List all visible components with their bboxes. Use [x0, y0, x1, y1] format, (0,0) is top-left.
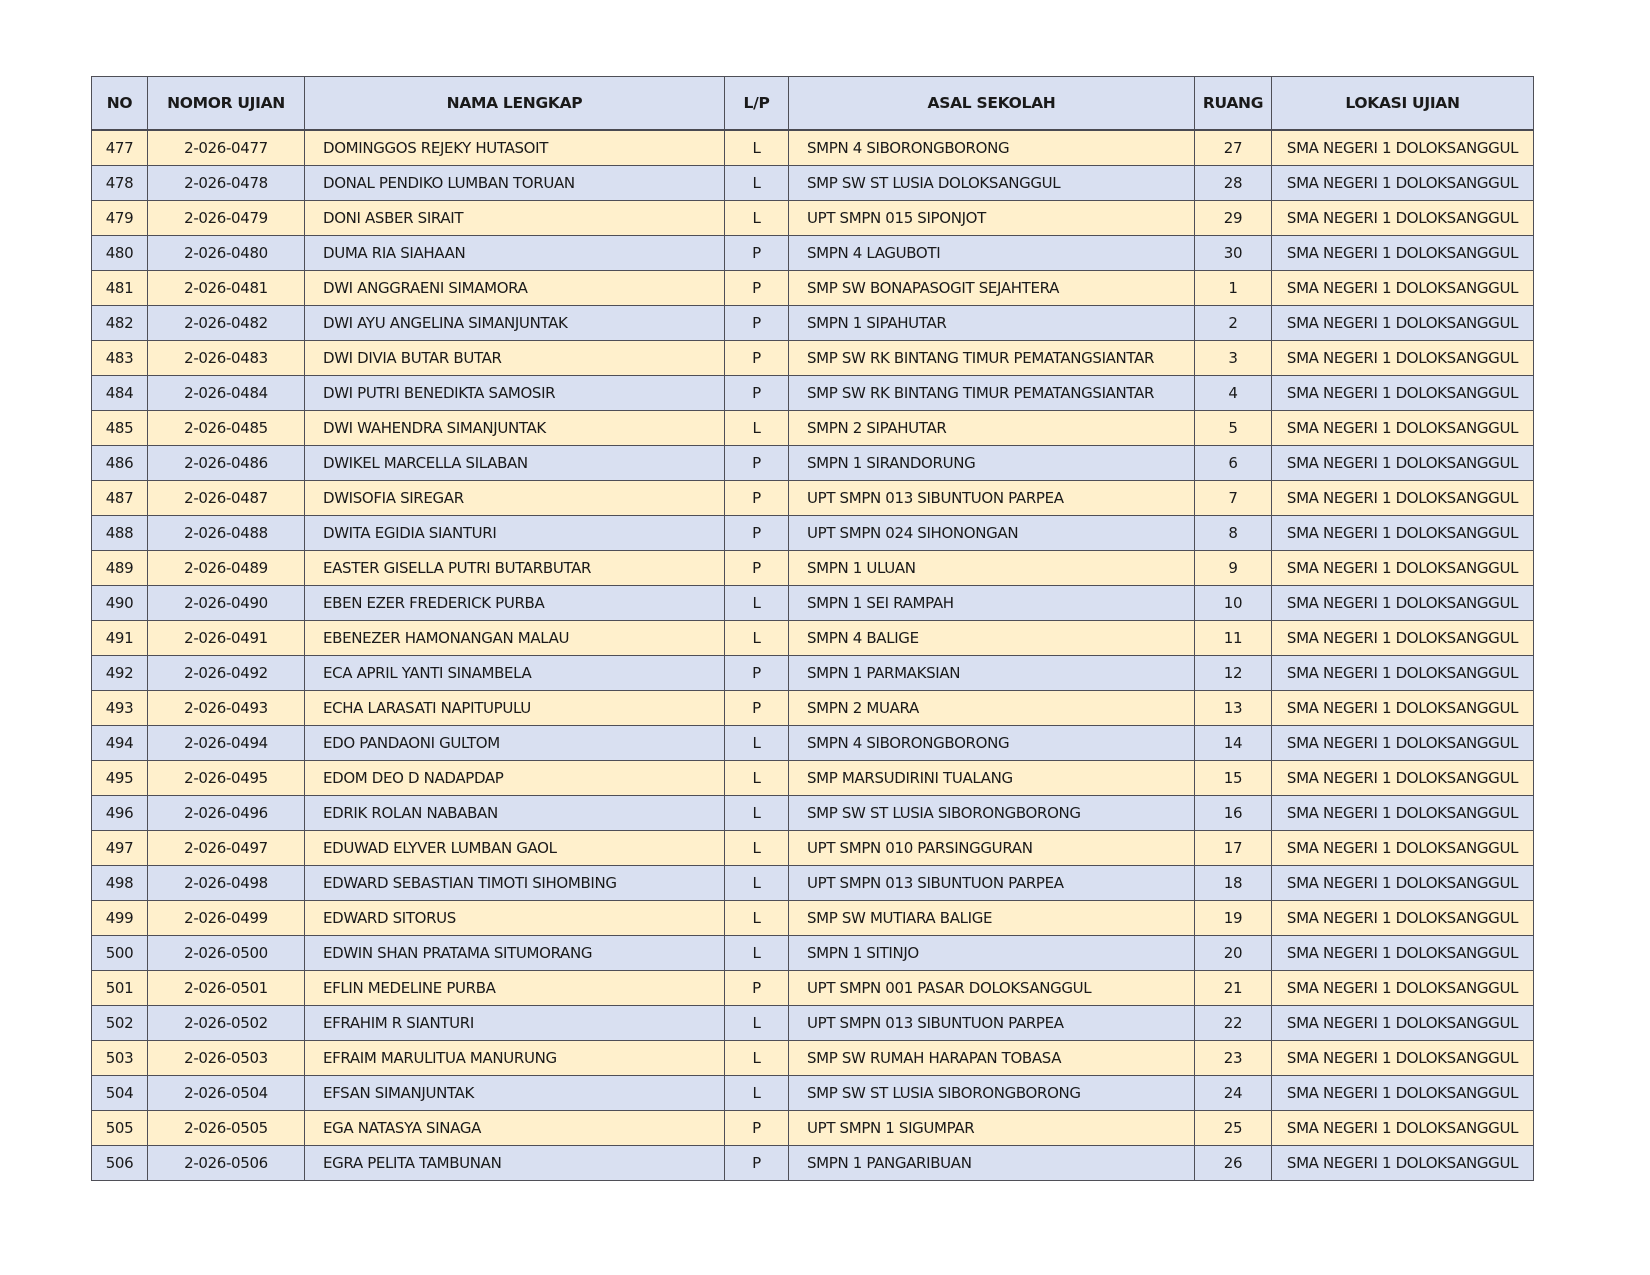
- cell-lokasi-ujian: SMA NEGERI 1 DOLOKSANGGUL: [1272, 341, 1534, 376]
- cell-asal-sekolah: SMPN 4 SIBORONGBORONG: [789, 726, 1195, 761]
- cell-asal-sekolah: SMP SW RK BINTANG TIMUR PEMATANGSIANTAR: [789, 341, 1195, 376]
- cell-asal-sekolah: SMPN 1 PANGARIBUAN: [789, 1146, 1195, 1181]
- table-row: [92, 516, 1534, 551]
- table-row: [92, 271, 1534, 306]
- cell-lp: P: [725, 446, 789, 481]
- cell-lokasi-ujian: SMA NEGERI 1 DOLOKSANGGUL: [1272, 236, 1534, 271]
- cell-asal-sekolah: UPT SMPN 013 SIBUNTUON PARPEA: [789, 866, 1195, 901]
- cell-no: 487: [92, 481, 148, 516]
- cell-lokasi-ujian: SMA NEGERI 1 DOLOKSANGGUL: [1272, 166, 1534, 201]
- cell-lp: L: [725, 761, 789, 796]
- cell-ruang: 13: [1195, 691, 1272, 726]
- cell-no: 498: [92, 866, 148, 901]
- cell-nomor-ujian: 2-026-0494: [148, 726, 305, 761]
- table-row: [92, 481, 1534, 516]
- cell-lp: L: [725, 936, 789, 971]
- table-row: [92, 621, 1534, 656]
- cell-nama-lengkap: DONI ASBER SIRAIT: [305, 201, 725, 236]
- cell-nomor-ujian: 2-026-0481: [148, 271, 305, 306]
- cell-nomor-ujian: 2-026-0503: [148, 1041, 305, 1076]
- cell-lp: P: [725, 516, 789, 551]
- cell-lp: L: [725, 1076, 789, 1111]
- cell-nomor-ujian: 2-026-0486: [148, 446, 305, 481]
- cell-nomor-ujian: 2-026-0484: [148, 376, 305, 411]
- cell-lokasi-ujian: SMA NEGERI 1 DOLOKSANGGUL: [1272, 1111, 1534, 1146]
- cell-lokasi-ujian: SMA NEGERI 1 DOLOKSANGGUL: [1272, 1006, 1534, 1041]
- header-asal-sekolah: ASAL SEKOLAH: [789, 77, 1195, 131]
- cell-no: 497: [92, 831, 148, 866]
- cell-nomor-ujian: 2-026-0498: [148, 866, 305, 901]
- cell-no: 503: [92, 1041, 148, 1076]
- cell-ruang: 6: [1195, 446, 1272, 481]
- cell-nama-lengkap: EDRIK ROLAN NABABAN: [305, 796, 725, 831]
- header-nama-lengkap: NAMA LENGKAP: [305, 77, 725, 131]
- cell-ruang: 12: [1195, 656, 1272, 691]
- cell-lokasi-ujian: SMA NEGERI 1 DOLOKSANGGUL: [1272, 306, 1534, 341]
- cell-lokasi-ujian: SMA NEGERI 1 DOLOKSANGGUL: [1272, 446, 1534, 481]
- cell-ruang: 15: [1195, 761, 1272, 796]
- table-row: [92, 866, 1534, 901]
- cell-lp: L: [725, 796, 789, 831]
- cell-nomor-ujian: 2-026-0489: [148, 551, 305, 586]
- cell-lp: L: [725, 901, 789, 936]
- cell-ruang: 9: [1195, 551, 1272, 586]
- cell-lokasi-ujian: SMA NEGERI 1 DOLOKSANGGUL: [1272, 1146, 1534, 1181]
- participant-list-sheet: [91, 76, 1533, 1181]
- cell-lp: L: [725, 166, 789, 201]
- cell-asal-sekolah: UPT SMPN 1 SIGUMPAR: [789, 1111, 1195, 1146]
- cell-lokasi-ujian: SMA NEGERI 1 DOLOKSANGGUL: [1272, 130, 1534, 166]
- cell-ruang: 18: [1195, 866, 1272, 901]
- cell-nama-lengkap: EDWIN SHAN PRATAMA SITUMORANG: [305, 936, 725, 971]
- cell-nomor-ujian: 2-026-0501: [148, 971, 305, 1006]
- table-row: [92, 1111, 1534, 1146]
- cell-nama-lengkap: EGRA PELITA TAMBUNAN: [305, 1146, 725, 1181]
- table-header: [92, 77, 1534, 131]
- cell-no: 477: [92, 130, 148, 166]
- cell-nama-lengkap: EGA NATASYA SINAGA: [305, 1111, 725, 1146]
- header-no: NO: [92, 77, 148, 131]
- cell-ruang: 11: [1195, 621, 1272, 656]
- cell-lp: L: [725, 726, 789, 761]
- cell-lp: P: [725, 1146, 789, 1181]
- table-row: [92, 411, 1534, 446]
- cell-asal-sekolah: SMP SW BONAPASOGIT SEJAHTERA: [789, 271, 1195, 306]
- cell-lokasi-ujian: SMA NEGERI 1 DOLOKSANGGUL: [1272, 586, 1534, 621]
- cell-no: 506: [92, 1146, 148, 1181]
- cell-nomor-ujian: 2-026-0497: [148, 831, 305, 866]
- cell-lp: L: [725, 1006, 789, 1041]
- table-row: [92, 586, 1534, 621]
- cell-asal-sekolah: SMP SW ST LUSIA SIBORONGBORONG: [789, 796, 1195, 831]
- cell-asal-sekolah: UPT SMPN 013 SIBUNTUON PARPEA: [789, 1006, 1195, 1041]
- cell-lp: L: [725, 201, 789, 236]
- cell-no: 492: [92, 656, 148, 691]
- table-row: [92, 446, 1534, 481]
- cell-asal-sekolah: UPT SMPN 013 SIBUNTUON PARPEA: [789, 481, 1195, 516]
- cell-lokasi-ujian: SMA NEGERI 1 DOLOKSANGGUL: [1272, 971, 1534, 1006]
- cell-lokasi-ujian: SMA NEGERI 1 DOLOKSANGGUL: [1272, 481, 1534, 516]
- participant-table: [91, 76, 1534, 1181]
- cell-lp: P: [725, 1111, 789, 1146]
- cell-ruang: 28: [1195, 166, 1272, 201]
- cell-ruang: 19: [1195, 901, 1272, 936]
- cell-no: 490: [92, 586, 148, 621]
- cell-asal-sekolah: SMPN 1 PARMAKSIAN: [789, 656, 1195, 691]
- table-row: [92, 1041, 1534, 1076]
- table-row: [92, 901, 1534, 936]
- cell-no: 481: [92, 271, 148, 306]
- cell-asal-sekolah: SMP SW MUTIARA BALIGE: [789, 901, 1195, 936]
- cell-lp: L: [725, 621, 789, 656]
- table-row: [92, 691, 1534, 726]
- cell-asal-sekolah: UPT SMPN 010 PARSINGGURAN: [789, 831, 1195, 866]
- cell-ruang: 26: [1195, 1146, 1272, 1181]
- cell-no: 502: [92, 1006, 148, 1041]
- cell-nama-lengkap: EFRAIM MARULITUA MANURUNG: [305, 1041, 725, 1076]
- table-row: [92, 1146, 1534, 1181]
- cell-no: 494: [92, 726, 148, 761]
- cell-asal-sekolah: SMPN 1 ULUAN: [789, 551, 1195, 586]
- cell-lokasi-ujian: SMA NEGERI 1 DOLOKSANGGUL: [1272, 1076, 1534, 1111]
- cell-nama-lengkap: ECA APRIL YANTI SINAMBELA: [305, 656, 725, 691]
- table-row: [92, 1006, 1534, 1041]
- cell-ruang: 20: [1195, 936, 1272, 971]
- table-row: [92, 796, 1534, 831]
- header-ruang: RUANG: [1195, 77, 1272, 131]
- cell-ruang: 27: [1195, 130, 1272, 166]
- cell-nama-lengkap: DWI ANGGRAENI SIMAMORA: [305, 271, 725, 306]
- table-row: [92, 306, 1534, 341]
- cell-nama-lengkap: EDOM DEO D NADAPDAP: [305, 761, 725, 796]
- cell-ruang: 10: [1195, 586, 1272, 621]
- cell-lokasi-ujian: SMA NEGERI 1 DOLOKSANGGUL: [1272, 691, 1534, 726]
- cell-no: 499: [92, 901, 148, 936]
- cell-nomor-ujian: 2-026-0482: [148, 306, 305, 341]
- cell-no: 489: [92, 551, 148, 586]
- cell-lp: P: [725, 691, 789, 726]
- header-lokasi-ujian: LOKASI UJIAN: [1272, 77, 1534, 131]
- cell-no: 496: [92, 796, 148, 831]
- cell-nama-lengkap: EFLIN MEDELINE PURBA: [305, 971, 725, 1006]
- cell-nama-lengkap: DONAL PENDIKO LUMBAN TORUAN: [305, 166, 725, 201]
- cell-lokasi-ujian: SMA NEGERI 1 DOLOKSANGGUL: [1272, 551, 1534, 586]
- table-body: [92, 130, 1534, 1181]
- cell-ruang: 14: [1195, 726, 1272, 761]
- cell-no: 486: [92, 446, 148, 481]
- cell-no: 505: [92, 1111, 148, 1146]
- cell-nama-lengkap: EFSAN SIMANJUNTAK: [305, 1076, 725, 1111]
- cell-lp: P: [725, 551, 789, 586]
- cell-nomor-ujian: 2-026-0495: [148, 761, 305, 796]
- cell-nomor-ujian: 2-026-0485: [148, 411, 305, 446]
- cell-lp: P: [725, 481, 789, 516]
- cell-lokasi-ujian: SMA NEGERI 1 DOLOKSANGGUL: [1272, 761, 1534, 796]
- cell-lokasi-ujian: SMA NEGERI 1 DOLOKSANGGUL: [1272, 271, 1534, 306]
- cell-nama-lengkap: DWI DIVIA BUTAR BUTAR: [305, 341, 725, 376]
- cell-ruang: 29: [1195, 201, 1272, 236]
- cell-lokasi-ujian: SMA NEGERI 1 DOLOKSANGGUL: [1272, 411, 1534, 446]
- cell-lokasi-ujian: SMA NEGERI 1 DOLOKSANGGUL: [1272, 901, 1534, 936]
- cell-lp: L: [725, 411, 789, 446]
- table-row: [92, 130, 1534, 166]
- cell-no: 484: [92, 376, 148, 411]
- cell-ruang: 21: [1195, 971, 1272, 1006]
- cell-ruang: 17: [1195, 831, 1272, 866]
- cell-lokasi-ujian: SMA NEGERI 1 DOLOKSANGGUL: [1272, 726, 1534, 761]
- cell-nama-lengkap: EDWARD SITORUS: [305, 901, 725, 936]
- cell-nomor-ujian: 2-026-0506: [148, 1146, 305, 1181]
- cell-nama-lengkap: EDUWAD ELYVER LUMBAN GAOL: [305, 831, 725, 866]
- cell-no: 495: [92, 761, 148, 796]
- cell-nama-lengkap: DWITA EGIDIA SIANTURI: [305, 516, 725, 551]
- cell-lokasi-ujian: SMA NEGERI 1 DOLOKSANGGUL: [1272, 621, 1534, 656]
- cell-ruang: 16: [1195, 796, 1272, 831]
- cell-asal-sekolah: SMP MARSUDIRINI TUALANG: [789, 761, 1195, 796]
- cell-ruang: 4: [1195, 376, 1272, 411]
- cell-nomor-ujian: 2-026-0500: [148, 936, 305, 971]
- cell-asal-sekolah: SMP SW RUMAH HARAPAN TOBASA: [789, 1041, 1195, 1076]
- cell-lokasi-ujian: SMA NEGERI 1 DOLOKSANGGUL: [1272, 866, 1534, 901]
- cell-no: 500: [92, 936, 148, 971]
- header-row: [92, 77, 1534, 131]
- cell-ruang: 1: [1195, 271, 1272, 306]
- cell-asal-sekolah: SMP SW ST LUSIA DOLOKSANGGUL: [789, 166, 1195, 201]
- cell-no: 488: [92, 516, 148, 551]
- cell-ruang: 5: [1195, 411, 1272, 446]
- cell-no: 491: [92, 621, 148, 656]
- cell-asal-sekolah: SMPN 2 SIPAHUTAR: [789, 411, 1195, 446]
- cell-nama-lengkap: EASTER GISELLA PUTRI BUTARBUTAR: [305, 551, 725, 586]
- cell-lokasi-ujian: SMA NEGERI 1 DOLOKSANGGUL: [1272, 796, 1534, 831]
- cell-nama-lengkap: DWIKEL MARCELLA SILABAN: [305, 446, 725, 481]
- cell-asal-sekolah: UPT SMPN 015 SIPONJOT: [789, 201, 1195, 236]
- cell-nomor-ujian: 2-026-0477: [148, 130, 305, 166]
- cell-asal-sekolah: SMPN 4 SIBORONGBORONG: [789, 130, 1195, 166]
- table-row: [92, 831, 1534, 866]
- cell-nomor-ujian: 2-026-0488: [148, 516, 305, 551]
- table-row: [92, 551, 1534, 586]
- cell-asal-sekolah: SMPN 1 SIRANDORUNG: [789, 446, 1195, 481]
- cell-nama-lengkap: DWI WAHENDRA SIMANJUNTAK: [305, 411, 725, 446]
- cell-nama-lengkap: DWI AYU ANGELINA SIMANJUNTAK: [305, 306, 725, 341]
- table-row: [92, 376, 1534, 411]
- cell-lokasi-ujian: SMA NEGERI 1 DOLOKSANGGUL: [1272, 201, 1534, 236]
- cell-lp: L: [725, 831, 789, 866]
- cell-lp: L: [725, 586, 789, 621]
- cell-lokasi-ujian: SMA NEGERI 1 DOLOKSANGGUL: [1272, 936, 1534, 971]
- cell-nama-lengkap: EBEN EZER FREDERICK PURBA: [305, 586, 725, 621]
- cell-nama-lengkap: DWI PUTRI BENEDIKTA SAMOSIR: [305, 376, 725, 411]
- cell-no: 482: [92, 306, 148, 341]
- table-row: [92, 166, 1534, 201]
- cell-lp: P: [725, 341, 789, 376]
- cell-lp: L: [725, 866, 789, 901]
- table-row: [92, 936, 1534, 971]
- cell-ruang: 7: [1195, 481, 1272, 516]
- cell-no: 504: [92, 1076, 148, 1111]
- cell-nomor-ujian: 2-026-0487: [148, 481, 305, 516]
- table-row: [92, 726, 1534, 761]
- cell-nomor-ujian: 2-026-0479: [148, 201, 305, 236]
- table-row: [92, 236, 1534, 271]
- cell-nomor-ujian: 2-026-0493: [148, 691, 305, 726]
- cell-lp: P: [725, 236, 789, 271]
- cell-asal-sekolah: SMPN 1 SEI RAMPAH: [789, 586, 1195, 621]
- table-row: [92, 761, 1534, 796]
- cell-nomor-ujian: 2-026-0499: [148, 901, 305, 936]
- cell-no: 478: [92, 166, 148, 201]
- header-lp: L/P: [725, 77, 789, 131]
- cell-nama-lengkap: ECHA LARASATI NAPITUPULU: [305, 691, 725, 726]
- cell-nomor-ujian: 2-026-0480: [148, 236, 305, 271]
- cell-no: 479: [92, 201, 148, 236]
- table-row: [92, 201, 1534, 236]
- table-row: [92, 1076, 1534, 1111]
- cell-nama-lengkap: DOMINGGOS REJEKY HUTASOIT: [305, 130, 725, 166]
- cell-nomor-ujian: 2-026-0478: [148, 166, 305, 201]
- table-row: [92, 971, 1534, 1006]
- cell-asal-sekolah: UPT SMPN 024 SIHONONGAN: [789, 516, 1195, 551]
- cell-ruang: 24: [1195, 1076, 1272, 1111]
- cell-no: 501: [92, 971, 148, 1006]
- header-nomor-ujian: NOMOR UJIAN: [148, 77, 305, 131]
- cell-ruang: 3: [1195, 341, 1272, 376]
- cell-lp: L: [725, 1041, 789, 1076]
- cell-nama-lengkap: EBENEZER HAMONANGAN MALAU: [305, 621, 725, 656]
- cell-ruang: 25: [1195, 1111, 1272, 1146]
- cell-ruang: 23: [1195, 1041, 1272, 1076]
- cell-lp: P: [725, 376, 789, 411]
- cell-lp: P: [725, 271, 789, 306]
- cell-nama-lengkap: EFRAHIM R SIANTURI: [305, 1006, 725, 1041]
- cell-nomor-ujian: 2-026-0491: [148, 621, 305, 656]
- cell-lp: P: [725, 971, 789, 1006]
- cell-nama-lengkap: DUMA RIA SIAHAAN: [305, 236, 725, 271]
- cell-nama-lengkap: DWISOFIA SIREGAR: [305, 481, 725, 516]
- cell-no: 485: [92, 411, 148, 446]
- cell-asal-sekolah: SMP SW RK BINTANG TIMUR PEMATANGSIANTAR: [789, 376, 1195, 411]
- cell-nama-lengkap: EDWARD SEBASTIAN TIMOTI SIHOMBING: [305, 866, 725, 901]
- cell-asal-sekolah: SMPN 4 BALIGE: [789, 621, 1195, 656]
- cell-lokasi-ujian: SMA NEGERI 1 DOLOKSANGGUL: [1272, 376, 1534, 411]
- cell-nomor-ujian: 2-026-0502: [148, 1006, 305, 1041]
- cell-nomor-ujian: 2-026-0492: [148, 656, 305, 691]
- cell-ruang: 2: [1195, 306, 1272, 341]
- cell-ruang: 30: [1195, 236, 1272, 271]
- cell-lokasi-ujian: SMA NEGERI 1 DOLOKSANGGUL: [1272, 516, 1534, 551]
- cell-asal-sekolah: UPT SMPN 001 PASAR DOLOKSANGGUL: [789, 971, 1195, 1006]
- cell-nomor-ujian: 2-026-0490: [148, 586, 305, 621]
- cell-nomor-ujian: 2-026-0504: [148, 1076, 305, 1111]
- cell-asal-sekolah: SMPN 2 MUARA: [789, 691, 1195, 726]
- cell-lp: P: [725, 306, 789, 341]
- cell-lp: P: [725, 656, 789, 691]
- cell-asal-sekolah: SMPN 4 LAGUBOTI: [789, 236, 1195, 271]
- cell-asal-sekolah: SMPN 1 SIPAHUTAR: [789, 306, 1195, 341]
- cell-ruang: 22: [1195, 1006, 1272, 1041]
- cell-lp: L: [725, 130, 789, 166]
- cell-lokasi-ujian: SMA NEGERI 1 DOLOKSANGGUL: [1272, 1041, 1534, 1076]
- cell-no: 480: [92, 236, 148, 271]
- table-row: [92, 341, 1534, 376]
- cell-lokasi-ujian: SMA NEGERI 1 DOLOKSANGGUL: [1272, 656, 1534, 691]
- cell-no: 493: [92, 691, 148, 726]
- table-row: [92, 656, 1534, 691]
- cell-nama-lengkap: EDO PANDAONI GULTOM: [305, 726, 725, 761]
- cell-lokasi-ujian: SMA NEGERI 1 DOLOKSANGGUL: [1272, 831, 1534, 866]
- cell-asal-sekolah: SMPN 1 SITINJO: [789, 936, 1195, 971]
- cell-nomor-ujian: 2-026-0483: [148, 341, 305, 376]
- cell-ruang: 8: [1195, 516, 1272, 551]
- cell-asal-sekolah: SMP SW ST LUSIA SIBORONGBORONG: [789, 1076, 1195, 1111]
- cell-nomor-ujian: 2-026-0505: [148, 1111, 305, 1146]
- cell-no: 483: [92, 341, 148, 376]
- cell-nomor-ujian: 2-026-0496: [148, 796, 305, 831]
